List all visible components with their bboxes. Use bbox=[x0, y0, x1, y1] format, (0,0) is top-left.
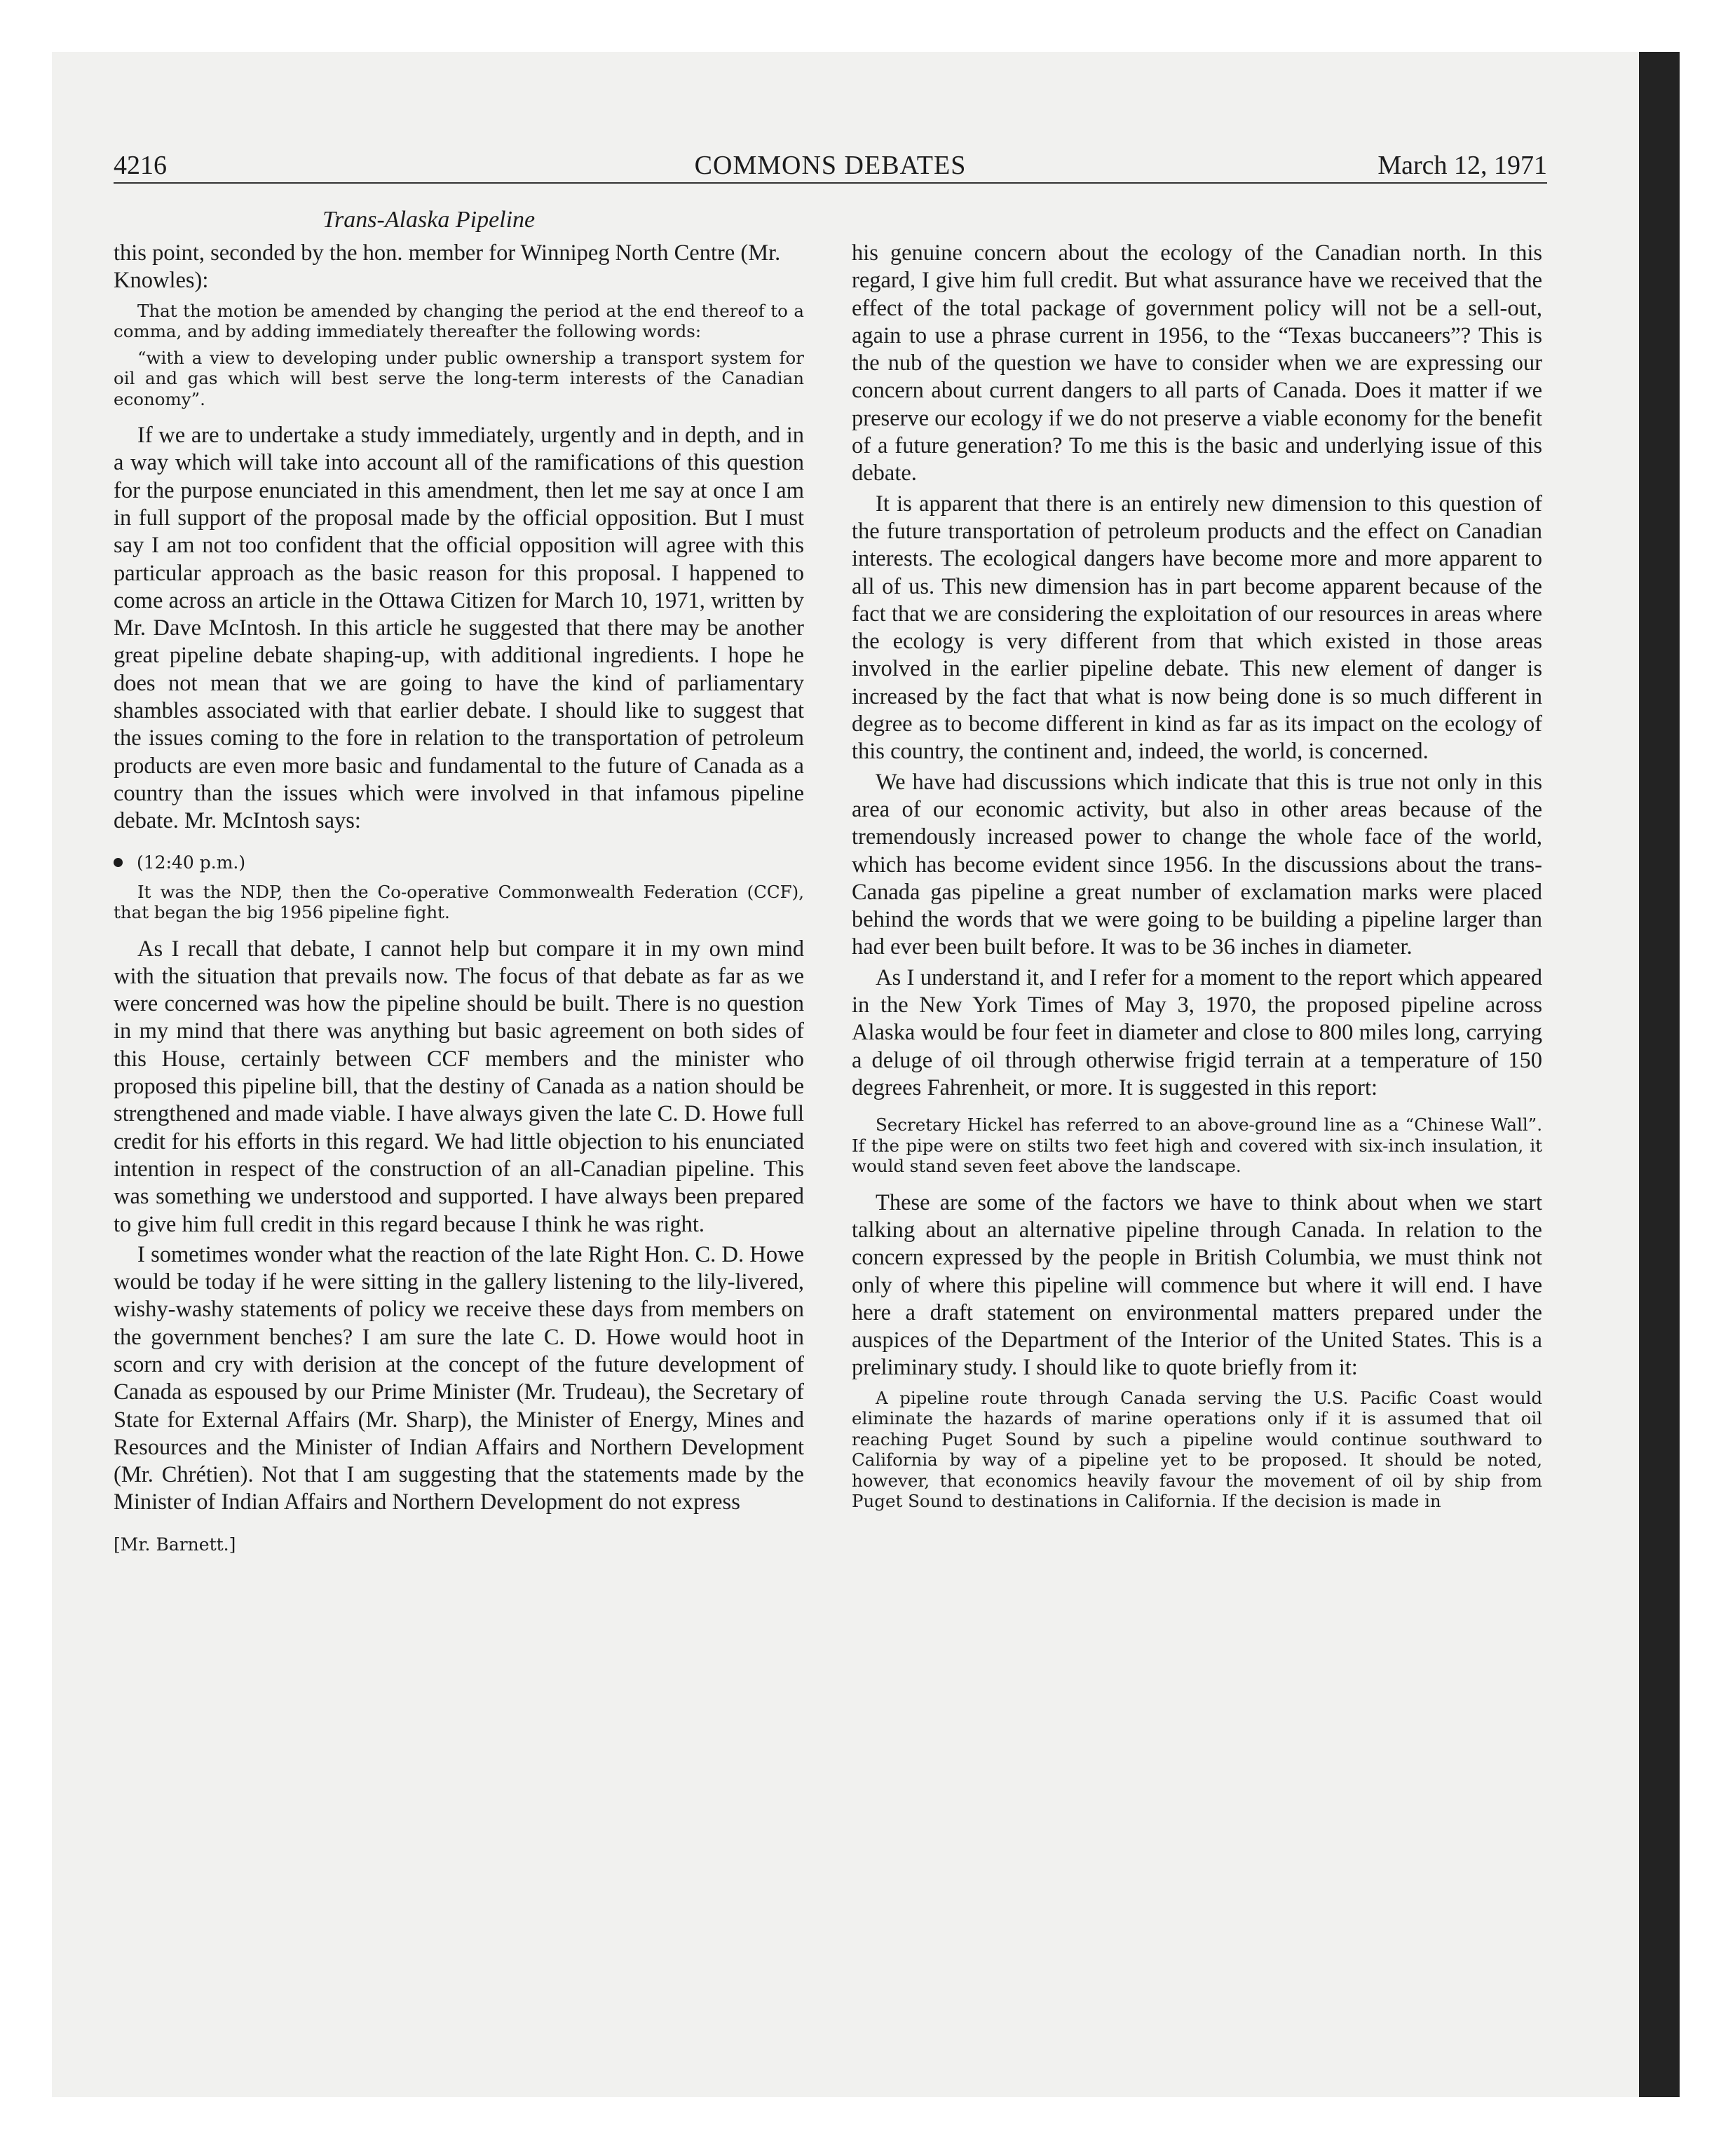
timestamp-text: (12:40 p.m.) bbox=[137, 852, 246, 873]
binding-edge bbox=[1639, 52, 1680, 2097]
paragraph: this point, seconded by the hon. member for Winnipeg North Centre (Mr. Knowles): bbox=[114, 240, 781, 294]
paragraph: I sometimes wonder what the reaction of the late Right Hon. C. D. Howe would be today if he were sitting in the gallery listening to the lily-livered, wishy-washy statements of policy we receive these days from members on the government benches? I am sure the late C. D. Howe would hoot in scorn and cry with derision at the concept of the future development of Canada as espoused by our Prime Minister (Mr. Trudeau), the Secretary of State for External Affairs (Mr. Sharp), the Minister of Energy, Mines and Resources and the Minister of Indian Affairs and Northern Development (Mr. Chrétien). Not that I am suggesting that the statements made by the Minister of Indian Affairs and Northern Development do not express bbox=[114, 1241, 804, 1515]
motion-quote: “with a view to developing under public ownership a transport system for oil and gas which will best serve the long-term interests of the Canadian economy”. bbox=[114, 347, 804, 409]
speaker-attribution: [Mr. Barnett.] bbox=[114, 1534, 236, 1555]
publication-title: COMMONS DEBATES bbox=[694, 151, 967, 180]
paragraph: his genuine concern about the ecology of the Canadian north. In this regard, I give him full credit. But what assurance have we received that the effect of the total package of government policy will not be a sell-out, again to use a phrase current in 1956, to the “Texas buccaneers”? This is the nub of the question we have to consider when we are expressing our concern about current dangers to all parts of Canada. Does it matter if we preserve our ecology if we do not preserve a viable economy for the benefit of a future generation? To me this is the basic and underlying issue of this debate. bbox=[852, 240, 1542, 486]
paragraph: If we are to undertake a study immediately, urgently and in depth, and in a way which will take into account all of the ramifications of this question for the purpose enunciated in this amendment, then let me say at once I am in full support of the proposal made by the official opposition. But I must say I am not too confident that the official opposition will agree with this particular approach as the basic reason for this proposal. I happened to come across an article in the Ottawa Citizen for March 10, 1971, written by Mr. Dave McIntosh. In this article he suggested that there may be another great pipeline debate shaping-up, with additional ingredients. I hope he does not mean that we are going to have the kind of parliamentary shambles associated with that earlier debate. I should like to suggest that the issues coming to the fore in relation to the transportation of petroleum products are even more basic and fundamental to the future of Canada as a country than the issues which were involved in that infamous pipeline debate. Mr. McIntosh says: bbox=[114, 423, 804, 834]
timestamp bbox=[114, 851, 804, 875]
page-header bbox=[114, 147, 1547, 184]
quoted-passage: It was the NDP, then the Co-operative Commonwealth Federation (CCF), that began the big 1956 pipeline fight. bbox=[114, 881, 804, 923]
bullet-icon bbox=[114, 858, 123, 867]
quoted-passage: A pipeline route through Canada serving the U.S. Pacific Coast would eliminate the hazards of marine operations only if it is assumed that oil reaching Puget Sound by such a pipeline would continue southward to California by way of a pipeline yet to be proposed. It should be noted, however, that economics heavily favour the movement of oil by ship from Puget Sound to destinations in California. If the decision is made in bbox=[852, 1387, 1542, 1512]
publication-date: March 12, 1971 bbox=[1377, 151, 1547, 180]
paragraph: As I recall that debate, I cannot help but compare it in my own mind with the situation that prevails now. The focus of that debate as far as we were concerned was how the pipeline should be built. There is no question in my mind that there was anything but basic agreement on both sides of this House, certainly between CCF members and the minister who proposed this pipeline bill, that the destiny of Canada as a nation should be strengthened and made viable. I have always given the late C. D. Howe full credit for his efforts in this regard. We had little objection to his enunciated intention in respect of the construction of an all-Canadian pipeline. This was something we understood and supported. I have always been prepared to give him full credit in this regard because I think he was right. bbox=[114, 936, 804, 1237]
right-column bbox=[852, 240, 1542, 1517]
paragraph: It is apparent that there is an entirely new dimension to this question of the future transportation of petroleum products and the effect on Canadian interests. The ecological dangers have become more and more apparent to all of us. This new dimension has in part become apparent because of the fact that we are considering the exploitation of our resources in areas where the ecology is very different from that which existed in those areas involved in the earlier pipeline debate. This new element of danger is increased by the fact that what is now being done is so much different in degree as to become different in kind as far as its impact on the ecology of this country, the continent and, indeed, the world, is concerned. bbox=[852, 491, 1542, 765]
motion-intro: That the motion be amended by changing the period at the end thereof to a comma, and by adding immediately thereafter the following words: bbox=[114, 300, 804, 342]
section-title: Trans-Alaska Pipeline bbox=[322, 207, 536, 233]
left-column bbox=[114, 240, 804, 1558]
page-number: 4216 bbox=[114, 151, 167, 180]
quoted-passage: Secretary Hickel has referred to an above-ground line as a “Chinese Wall”. If the pipe were on stilts two feet high and covered with six-inch insulation, it would stand seven feet above the landscape. bbox=[852, 1114, 1542, 1177]
paragraph: These are some of the factors we have to think about when we start talking about an alternative pipeline through Canada. In relation to the concern expressed by the people in British Columbia, we must think not only of where this pipeline will commence but where it will end. I have here a draft statement on environmental matters prepared under the auspices of the Department of the Interior of the United States. This is a preliminary study. I should like to quote briefly from it: bbox=[852, 1189, 1542, 1381]
paragraph: As I understand it, and I refer for a moment to the report which appeared in the New York Times of May 3, 1970, the proposed pipeline across Alaska would be four feet in diameter and close to 800 miles long, carrying a deluge of oil through otherwise frigid terrain at a temperature of 150 degrees Fahrenheit, or more. It is suggested in this report: bbox=[852, 964, 1542, 1100]
paragraph: We have had discussions which indicate that this is true not only in this area of our economic activity, but also in other areas because of the tremendously increased power to change the whole face of the world, which has become evident since 1956. In the discussions about the trans-Canada gas pipeline a great number of exclamation marks were placed behind the words that we were going to be building a pipeline larger than had ever been built before. It was to be 36 inches in diameter. bbox=[852, 769, 1542, 960]
